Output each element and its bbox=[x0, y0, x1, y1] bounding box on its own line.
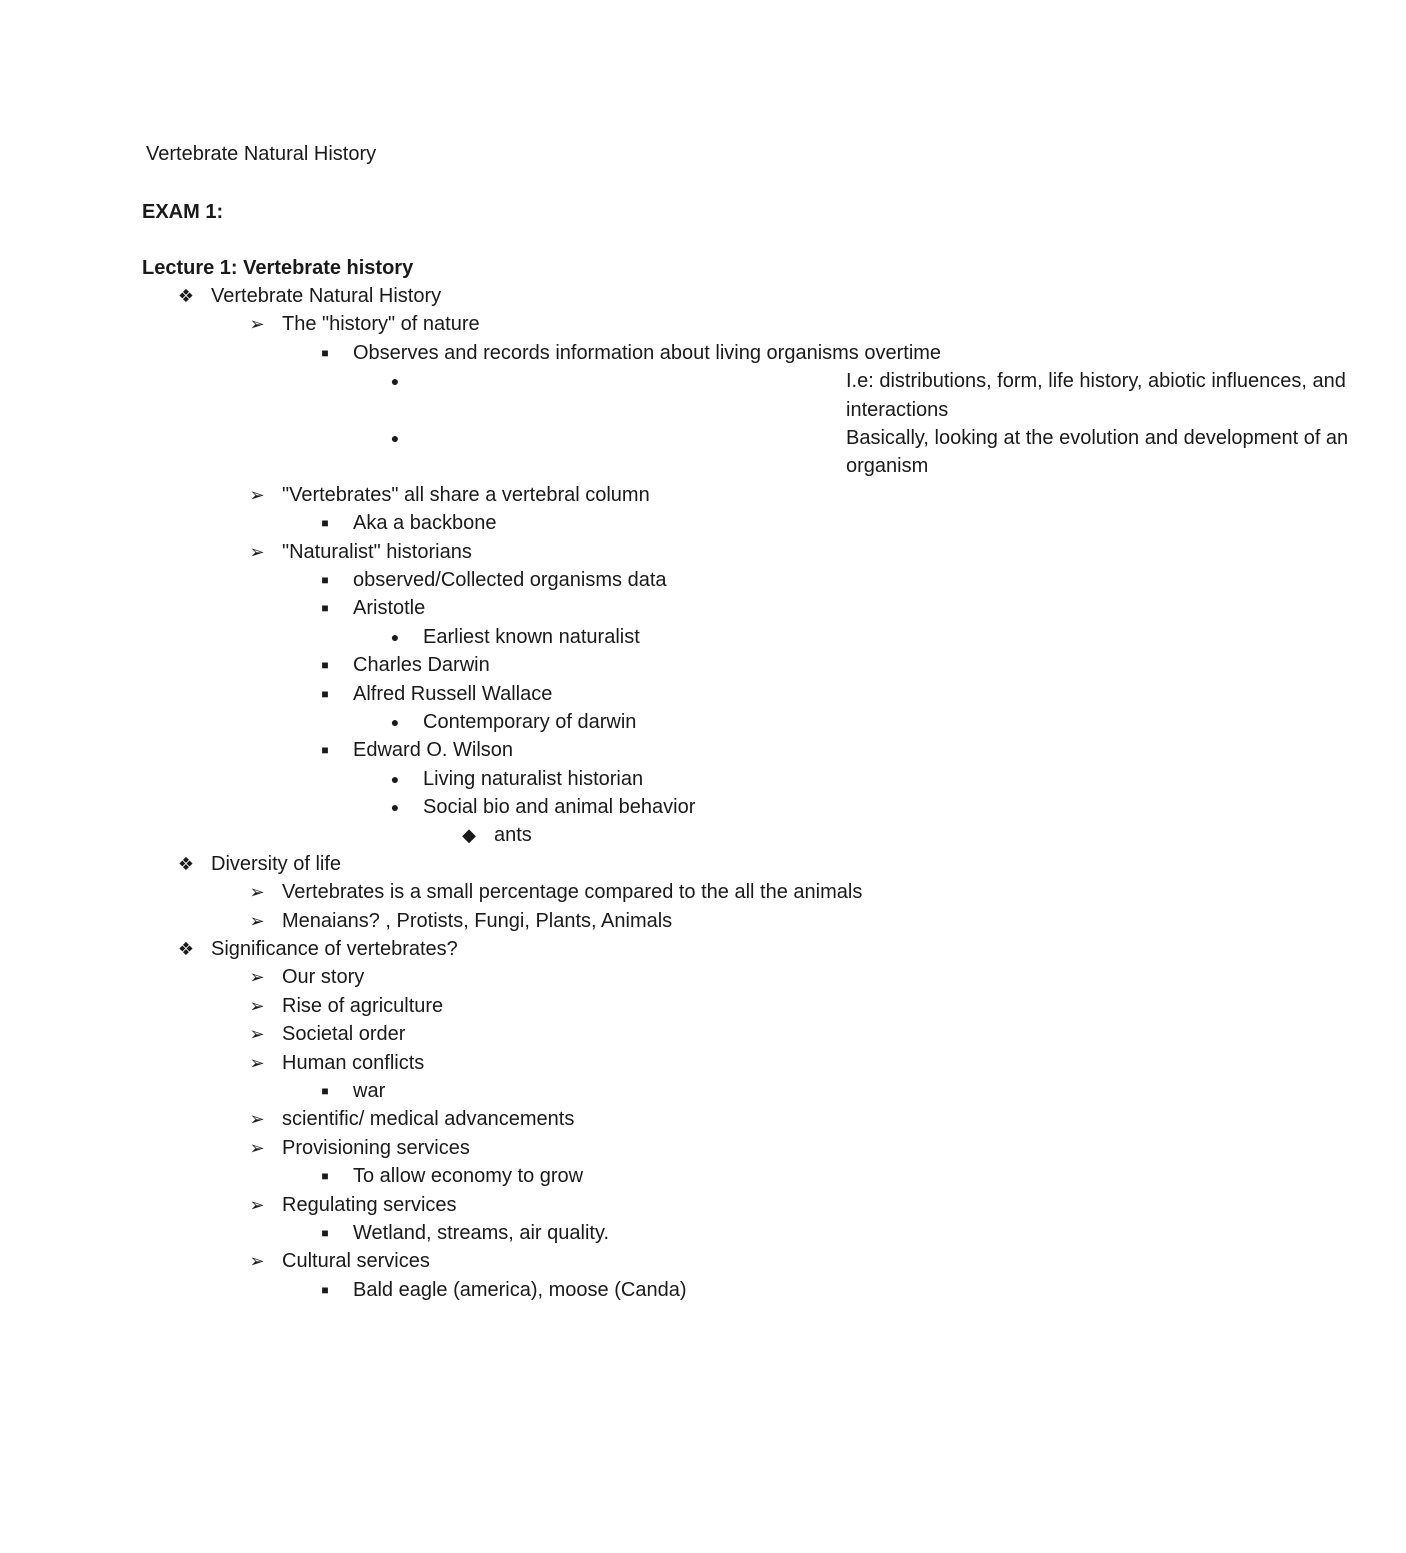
outline-item-text: observed/Collected organisms data bbox=[353, 568, 667, 591]
outline-item bbox=[0, 651, 1200, 679]
document-title: Vertebrate Natural History bbox=[146, 143, 377, 165]
square-bullet-icon: ■ bbox=[321, 572, 329, 587]
square-bullet-icon: ■ bbox=[321, 345, 329, 360]
outline-item-text: The "history" of nature bbox=[282, 313, 480, 336]
outline-item-text: "Vertebrates" all share a vertebral column bbox=[282, 483, 650, 506]
arrowhead-bullet-icon: ➢ bbox=[249, 910, 265, 931]
outline-item-text: Menaians? , Protists, Fungi, Plants, Animals bbox=[282, 909, 673, 932]
outline-item bbox=[0, 1049, 1200, 1077]
outline-item bbox=[0, 878, 1200, 906]
outline-item-text: Alfred Russell Wallace bbox=[353, 682, 553, 705]
circle-bullet-icon: ● bbox=[390, 799, 400, 816]
outline-item-text: Edward O. Wilson bbox=[353, 739, 514, 762]
outline-item-text: war bbox=[353, 1080, 386, 1102]
outline-item bbox=[0, 850, 1200, 878]
outline-item bbox=[0, 310, 1200, 338]
outline-item bbox=[0, 907, 1200, 935]
outline-item bbox=[0, 793, 1200, 821]
outline-item bbox=[0, 594, 1200, 622]
outline-item bbox=[0, 736, 1200, 764]
outline-item bbox=[0, 992, 1200, 1020]
outline-item-text: Significance of vertebrates? bbox=[211, 938, 458, 961]
diamond-cross-bullet-icon: ❖ bbox=[177, 853, 195, 874]
outline-item bbox=[0, 1247, 1200, 1275]
outline-item-text: Living naturalist historian bbox=[423, 767, 644, 790]
outline-item bbox=[0, 282, 1200, 310]
arrowhead-bullet-icon: ➢ bbox=[249, 1052, 265, 1073]
outline-item bbox=[0, 1276, 1200, 1304]
square-bullet-icon: ■ bbox=[321, 686, 329, 701]
arrowhead-bullet-icon: ➢ bbox=[249, 484, 265, 505]
square-bullet-icon: ■ bbox=[321, 516, 329, 531]
outline-item-text: Earliest known naturalist bbox=[423, 625, 640, 648]
outline-item-text: Societal order bbox=[282, 1023, 406, 1046]
outline-item bbox=[0, 821, 1200, 849]
outline-item-text: Aristotle bbox=[353, 597, 426, 620]
circle-bullet-icon: ● bbox=[390, 770, 400, 787]
arrowhead-bullet-icon: ➢ bbox=[249, 314, 265, 335]
outline-item-text: Cultural services bbox=[282, 1250, 430, 1273]
outline-item-text: Wetland, streams, air quality. bbox=[353, 1221, 610, 1244]
diamond-cross-bullet-icon: ❖ bbox=[177, 939, 195, 960]
arrowhead-bullet-icon: ➢ bbox=[249, 1137, 265, 1158]
outline-item-text: To allow economy to grow bbox=[353, 1165, 584, 1188]
arrowhead-bullet-icon: ➢ bbox=[249, 995, 265, 1016]
outline-item bbox=[0, 1077, 1200, 1105]
outline-item bbox=[0, 935, 1200, 963]
outline-item bbox=[0, 367, 1346, 424]
outline-item bbox=[0, 765, 1200, 793]
outline-item-text: Rise of agriculture bbox=[282, 994, 444, 1017]
outline-item-text: scientific/ medical advancements bbox=[282, 1108, 575, 1131]
outline-item bbox=[0, 1191, 1200, 1219]
lecture-heading: Lecture 1: Vertebrate history bbox=[142, 257, 414, 279]
outline-item-text: Human conflicts bbox=[282, 1051, 425, 1074]
arrowhead-bullet-icon: ➢ bbox=[249, 1194, 265, 1215]
circle-bullet-icon: ● bbox=[390, 713, 400, 730]
square-bullet-icon: ■ bbox=[321, 1084, 329, 1098]
outline-item-text: Aka a backbone bbox=[353, 512, 497, 535]
square-bullet-icon: ■ bbox=[321, 743, 329, 758]
outline-item bbox=[0, 509, 1200, 537]
outline-item bbox=[0, 566, 1200, 594]
square-bullet-icon: ■ bbox=[321, 601, 329, 616]
circle-bullet-icon: ● bbox=[390, 429, 400, 446]
arrowhead-bullet-icon: ➢ bbox=[249, 882, 265, 903]
square-bullet-icon: ■ bbox=[321, 1169, 329, 1184]
outline-item-text: Regulating services bbox=[282, 1193, 457, 1216]
outline-item bbox=[0, 1020, 1200, 1048]
outline-item bbox=[0, 1219, 1200, 1247]
outline-item-text: Bald eagle (america), moose (Canda) bbox=[353, 1278, 687, 1301]
square-bullet-icon: ■ bbox=[321, 1282, 329, 1297]
outline-item bbox=[0, 424, 1349, 481]
outline-item-text: I.e: distributions, form, life history, abiotic influences, and interactions bbox=[846, 370, 1346, 421]
diamond-bullet-icon: ◆ bbox=[462, 825, 476, 846]
diamond-cross-bullet-icon: ❖ bbox=[177, 286, 195, 306]
square-bullet-icon: ■ bbox=[321, 658, 329, 673]
outline-item-text: Vertebrates is a small percentage compared to the all the animals bbox=[282, 881, 863, 904]
outline-item bbox=[0, 708, 1200, 736]
arrowhead-bullet-icon: ➢ bbox=[249, 967, 265, 988]
outline-item-text: Diversity of life bbox=[211, 852, 342, 875]
outline-item-text: "Naturalist" historians bbox=[282, 540, 472, 563]
outline-item bbox=[0, 1134, 1200, 1162]
outline-item-text: Contemporary of darwin bbox=[423, 710, 637, 733]
square-bullet-icon: ■ bbox=[321, 1225, 329, 1240]
outline-item bbox=[0, 623, 1200, 651]
outline-item bbox=[0, 1162, 1200, 1190]
circle-bullet-icon: ● bbox=[390, 373, 400, 390]
outline-item bbox=[0, 1105, 1200, 1133]
outline-item bbox=[0, 963, 1200, 991]
arrowhead-bullet-icon: ➢ bbox=[249, 1024, 265, 1045]
outline-item-text: Provisioning services bbox=[282, 1136, 470, 1159]
outline-item-text: Basically, looking at the evolution and development of an organism bbox=[846, 426, 1349, 478]
outline-item-text: Social bio and animal behavior bbox=[423, 796, 696, 819]
outline-item-text: Vertebrate Natural History bbox=[211, 285, 442, 307]
arrowhead-bullet-icon: ➢ bbox=[249, 541, 265, 562]
outline-item-text: Our story bbox=[282, 966, 365, 989]
outline-item bbox=[0, 680, 1200, 708]
arrowhead-bullet-icon: ➢ bbox=[249, 1109, 265, 1130]
lecture-outline bbox=[0, 282, 1349, 1304]
outline-item bbox=[0, 538, 1200, 566]
arrowhead-bullet-icon: ➢ bbox=[249, 1251, 265, 1272]
outline-item bbox=[0, 481, 1200, 509]
exam-heading: EXAM 1: bbox=[142, 201, 224, 223]
outline-item-text: Observes and records information about living organisms overtime bbox=[353, 341, 942, 364]
outline-item-text: ants bbox=[494, 824, 532, 847]
circle-bullet-icon: ● bbox=[390, 628, 400, 645]
outline-item-text: Charles Darwin bbox=[353, 654, 490, 677]
outline-item bbox=[0, 339, 1200, 367]
